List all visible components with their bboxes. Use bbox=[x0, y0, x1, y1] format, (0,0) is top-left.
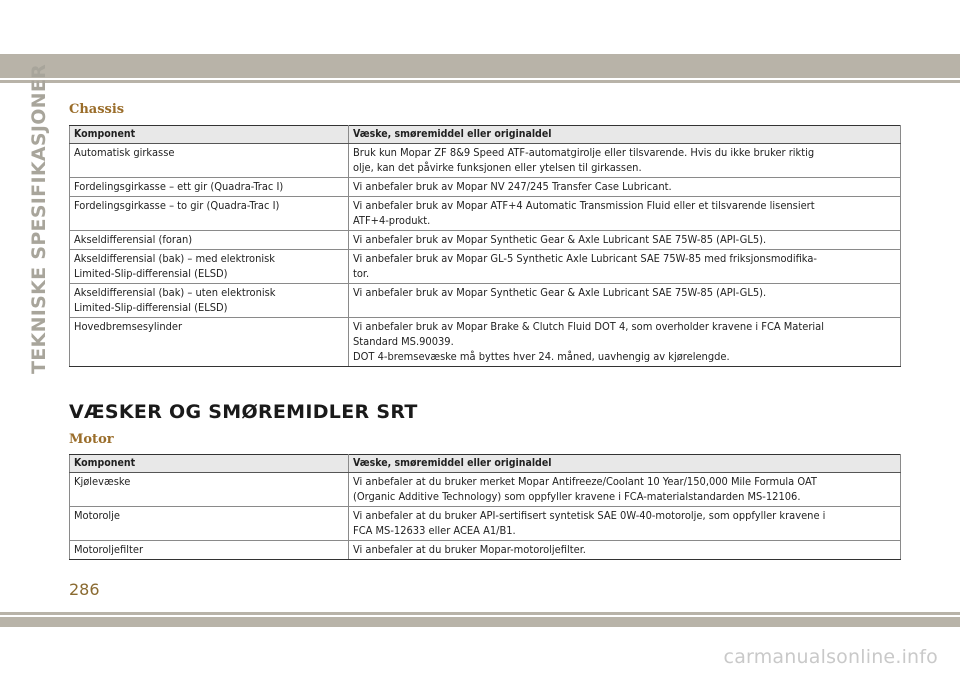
table-row bbox=[70, 284, 901, 318]
cell-text-line: Bruk kun Mopar ZF 8&9 Speed ATF-automatgirolje eller tilsvarende. Hvis du ikke bruker riktig bbox=[353, 146, 815, 159]
component-cell bbox=[70, 507, 349, 541]
fluid-cell bbox=[349, 178, 901, 197]
fluid-cell bbox=[349, 231, 901, 250]
cell-text-line: Automatisk girkasse bbox=[74, 146, 175, 159]
component-cell bbox=[70, 197, 349, 231]
top-decorative-line bbox=[0, 80, 960, 83]
component-cell bbox=[70, 284, 349, 318]
component-cell bbox=[70, 231, 349, 250]
page-number: 286 bbox=[69, 580, 100, 599]
fluid-cell bbox=[349, 318, 901, 367]
cell-text-line: Fordelingsgirkasse – ett gir (Quadra-Trac I) bbox=[74, 180, 284, 193]
table-header-row bbox=[70, 126, 901, 144]
column-header-fluid: Væske, smøremiddel eller originaldel bbox=[349, 455, 901, 473]
cell-text-line: Vi anbefaler at du bruker API-sertifisert syntetisk SAE 0W-40-motorolje, som oppfyller kravene i bbox=[353, 509, 826, 522]
table-row bbox=[70, 250, 901, 284]
fluid-cell bbox=[349, 250, 901, 284]
cell-text-line: Limited-Slip-differensial (ELSD) bbox=[74, 301, 228, 314]
table-row bbox=[70, 318, 901, 367]
cell-text-line: Vi anbefaler bruk av Mopar ATF+4 Automatic Transmission Fluid eller et tilsvarende lisensiert bbox=[353, 199, 815, 212]
fluid-cell bbox=[349, 473, 901, 507]
fluid-cell bbox=[349, 507, 901, 541]
fluid-cell bbox=[349, 284, 901, 318]
component-cell bbox=[70, 473, 349, 507]
cell-text-line: Akseldifferensial (foran) bbox=[74, 233, 193, 246]
cell-text-line: Vi anbefaler at du bruker merket Mopar Antifreeze/Coolant 10 Year/150,000 Mile Formula OAT bbox=[353, 475, 817, 488]
cell-text-line: Motorolje bbox=[74, 509, 120, 522]
chassis-section-title: Chassis bbox=[69, 102, 125, 117]
table-header-row bbox=[70, 455, 901, 473]
table-row bbox=[70, 197, 901, 231]
component-cell bbox=[70, 250, 349, 284]
table-row bbox=[70, 178, 901, 197]
component-cell bbox=[70, 144, 349, 178]
cell-text-line: Motoroljefilter bbox=[74, 543, 144, 556]
cell-text-line: Vi anbefaler bruk av Mopar Brake & Clutch Fluid DOT 4, som overholder kravene i FCA Material bbox=[353, 320, 824, 333]
fluid-cell bbox=[349, 197, 901, 231]
table-row bbox=[70, 507, 901, 541]
component-cell bbox=[70, 541, 349, 560]
column-header-component: Komponent bbox=[70, 455, 349, 473]
bottom-decorative-band bbox=[0, 617, 960, 627]
cell-text-line: olje, kan det påvirke funksjonen eller ytelsen til girkassen. bbox=[353, 161, 642, 174]
cell-text-line: Kjølevæske bbox=[74, 475, 131, 488]
motor-table bbox=[69, 454, 901, 560]
component-cell bbox=[70, 178, 349, 197]
cell-text-line: Fordelingsgirkasse – to gir (Quadra-Trac I) bbox=[74, 199, 280, 212]
top-decorative-band bbox=[0, 54, 960, 78]
cell-text-line: DOT 4-bremsevæske må byttes hver 24. måned, uavhengig av kjørelengde. bbox=[353, 350, 730, 363]
cell-text-line: FCA MS-12633 eller ACEA A1/B1. bbox=[353, 524, 516, 537]
table-row bbox=[70, 541, 901, 560]
cell-text-line: (Organic Additive Technology) som oppfyller kravene i FCA-materialstandarden MS-12106. bbox=[353, 490, 801, 503]
table-row bbox=[70, 144, 901, 178]
motor-section-title: Motor bbox=[69, 432, 114, 447]
srt-section-heading: VÆSKER OG SMØREMIDLER SRT bbox=[69, 401, 418, 423]
column-header-fluid: Væske, smøremiddel eller originaldel bbox=[349, 126, 901, 144]
fluid-cell bbox=[349, 144, 901, 178]
cell-text-line: tor. bbox=[353, 267, 370, 280]
table-row bbox=[70, 231, 901, 250]
cell-text-line: Standard MS.90039. bbox=[353, 335, 454, 348]
watermark-text: carmanualsonline.info bbox=[723, 646, 938, 668]
cell-text-line: Vi anbefaler bruk av Mopar Synthetic Gear & Axle Lubricant SAE 75W-85 (API-GL5). bbox=[353, 286, 767, 299]
cell-text-line: Vi anbefaler bruk av Mopar Synthetic Gear & Axle Lubricant SAE 75W-85 (API-GL5). bbox=[353, 233, 767, 246]
cell-text-line: Vi anbefaler bruk av Mopar GL-5 Synthetic Axle Lubricant SAE 75W-85 med friksjonsmodifika- bbox=[353, 252, 817, 265]
column-header-component: Komponent bbox=[70, 126, 349, 144]
cell-text-line: Vi anbefaler at du bruker Mopar-motoroljefilter. bbox=[353, 543, 586, 556]
bottom-decorative-line bbox=[0, 612, 960, 615]
chassis-table bbox=[69, 125, 901, 367]
cell-text-line: Limited-Slip-differensial (ELSD) bbox=[74, 267, 228, 280]
sidebar-chapter-title: TEKNISKE SPESIFIKASJONER bbox=[28, 63, 50, 374]
cell-text-line: Akseldifferensial (bak) – med elektronisk bbox=[74, 252, 276, 265]
component-cell bbox=[70, 318, 349, 367]
cell-text-line: Akseldifferensial (bak) – uten elektronisk bbox=[74, 286, 276, 299]
fluid-cell bbox=[349, 541, 901, 560]
cell-text-line: Vi anbefaler bruk av Mopar NV 247/245 Transfer Case Lubricant. bbox=[353, 180, 672, 193]
cell-text-line: ATF+4-produkt. bbox=[353, 214, 431, 227]
table-row bbox=[70, 473, 901, 507]
cell-text-line: Hovedbremsesylinder bbox=[74, 320, 183, 333]
